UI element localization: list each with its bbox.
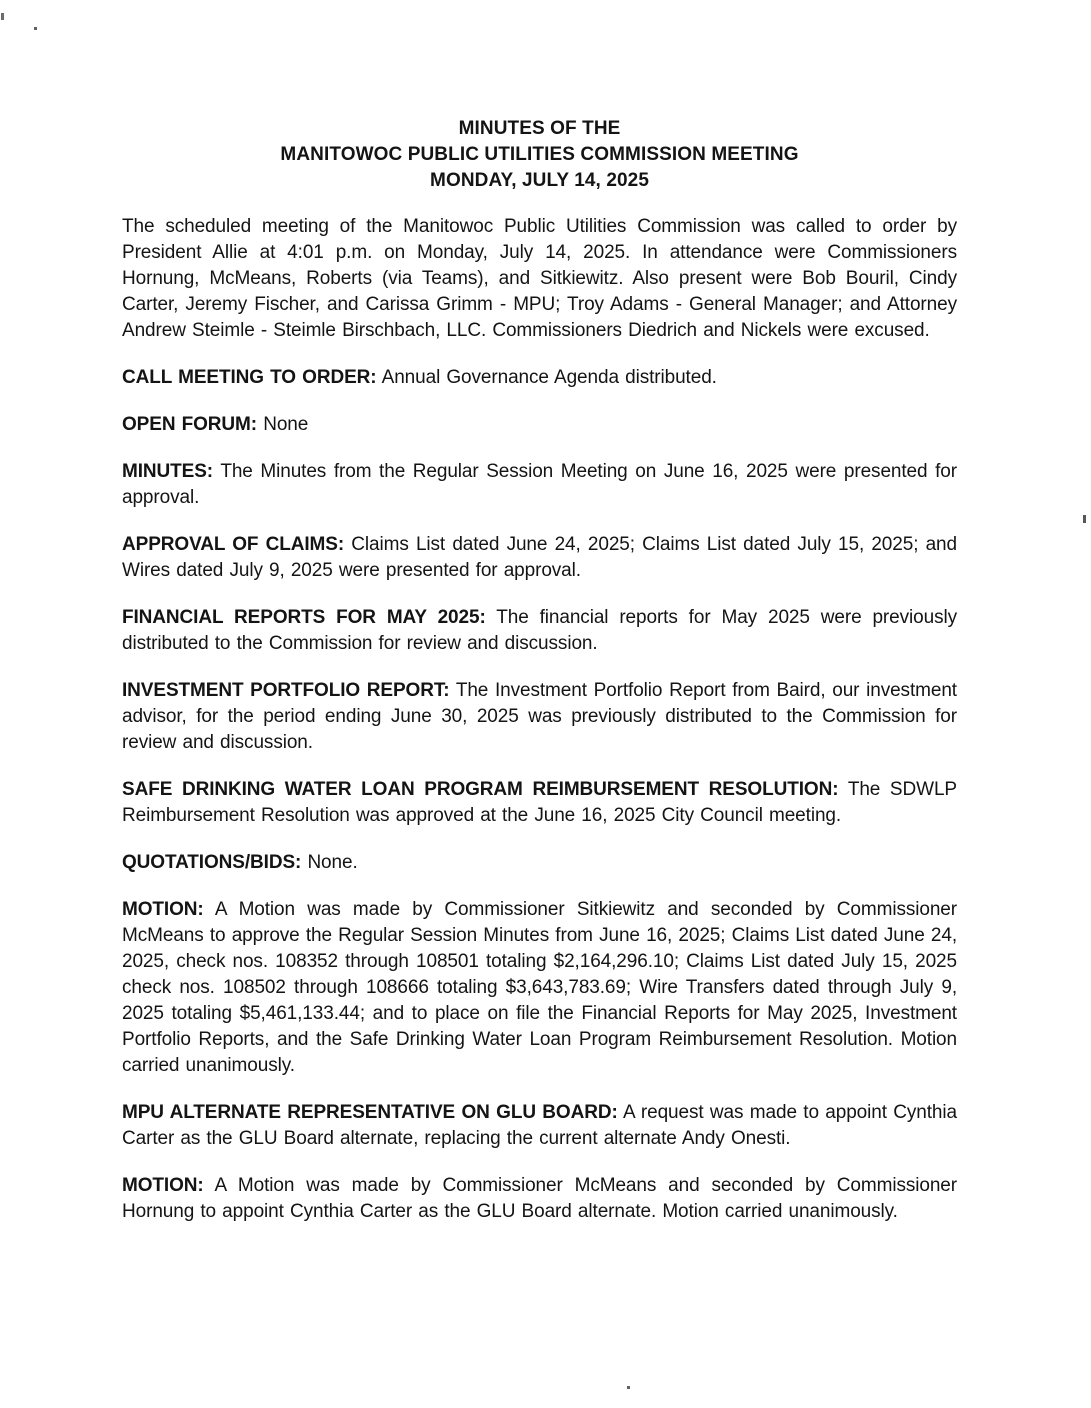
section-sdwlp-reimbursement-resolution	[122, 777, 957, 829]
section-text: A request was made to appoint Cynthia Carter as the GLU Board alternate, replacing the current alternate Andy Onesti.	[122, 1102, 957, 1149]
section-text: The Investment Portfolio Report from Baird, our investment advisor, for the period ending June 30, 2025 was previously distributed to the Commission for review and discussion.	[122, 680, 957, 753]
scan-artifact	[1, 13, 4, 20]
section-motion-claims	[122, 897, 957, 1079]
section-text: Claims List dated June 24, 2025; Claims List dated July 15, 2025; and Wires dated July 9, 2025 were presented for approval.	[122, 534, 957, 581]
title-line-2: MANITOWOC PUBLIC UTILITIES COMMISSION MEETING	[280, 144, 799, 165]
section-label: OPEN FORUM:	[122, 414, 258, 435]
section-text: Annual Governance Agenda distributed.	[381, 367, 717, 388]
section-label: CALL MEETING TO ORDER:	[122, 367, 377, 388]
section-text: A Motion was made by Commissioner McMeans and seconded by Commissioner Hornung to appoint Cynthia Carter as the GLU Board alternate. Motion carried unanimously.	[122, 1175, 957, 1222]
section-call-meeting-to-order	[122, 365, 957, 391]
section-label: MINUTES:	[122, 461, 214, 482]
document-title	[122, 116, 957, 194]
section-investment-portfolio-report	[122, 678, 957, 756]
section-text: The SDWLP Reimbursement Resolution was approved at the June 16, 2025 City Council meeting.	[122, 779, 957, 826]
section-financial-reports	[122, 605, 957, 657]
scan-artifact	[1083, 515, 1086, 523]
section-label: SAFE DRINKING WATER LOAN PROGRAM REIMBURSEMENT RESOLUTION:	[122, 779, 839, 800]
section-mpu-alternate-glu-board	[122, 1100, 957, 1152]
intro-paragraph	[122, 214, 957, 344]
section-quotations-bids	[122, 850, 957, 876]
title-line-3: MONDAY, JULY 14, 2025	[430, 170, 649, 191]
section-text: None	[263, 414, 309, 435]
section-text: A Motion was made by Commissioner Sitkiewitz and seconded by Commissioner McMeans to approve the Regular Session Minutes from June 16, 2025; Claims List dated June 24, 2025, check nos. 108352 through 108501 totaling $2,164,296.10; Claims List dated July 15, 2025 check nos. 108502 through 108666 totaling $3,643,783.69; Wire Transfers dated through July 9, 2025 totaling $5,461,133.44; and to place on file the Financial Reports for May 2025, Investment Portfolio Reports, and the Safe Drinking Water Loan Program Reimbursement Resolution. Motion carried unanimously.	[122, 899, 957, 1076]
scan-artifact	[627, 1386, 630, 1389]
section-label: MOTION:	[122, 1175, 204, 1196]
section-approval-of-claims	[122, 532, 957, 584]
section-label: QUOTATIONS/BIDS:	[122, 852, 302, 873]
section-open-forum	[122, 412, 957, 438]
title-line-1: MINUTES OF THE	[458, 118, 621, 139]
intro-text: The scheduled meeting of the Manitowoc Public Utilities Commission was called to order by President Allie at 4:01 p.m. on Monday, July 14, 2025. In attendance were Commissioners Hornung, McMeans, Roberts (via Teams), and Sitkiewitz. Also present were Bob Bouril, Cindy Carter, Jeremy Fischer, and Carissa Grimm - MPU; Troy Adams - General Manager; and Attorney Andrew Steimle - Steimle Birschbach, LLC. Commissioners Diedrich and Nickels were excused.	[122, 216, 957, 341]
section-label: INVESTMENT PORTFOLIO REPORT:	[122, 680, 450, 701]
section-minutes	[122, 459, 957, 511]
section-text: The financial reports for May 2025 were previously distributed to the Commission for review and discussion.	[122, 607, 957, 654]
scan-artifact	[34, 27, 37, 30]
section-text: None.	[307, 852, 358, 873]
section-label: APPROVAL OF CLAIMS:	[122, 534, 345, 555]
section-text: The Minutes from the Regular Session Meeting on June 16, 2025 were presented for approval.	[122, 461, 957, 508]
section-motion-glu-alternate	[122, 1173, 957, 1225]
section-label: FINANCIAL REPORTS FOR MAY 2025:	[122, 607, 486, 628]
section-label: MOTION:	[122, 899, 204, 920]
section-label: MPU ALTERNATE REPRESENTATIVE ON GLU BOARD:	[122, 1102, 618, 1123]
